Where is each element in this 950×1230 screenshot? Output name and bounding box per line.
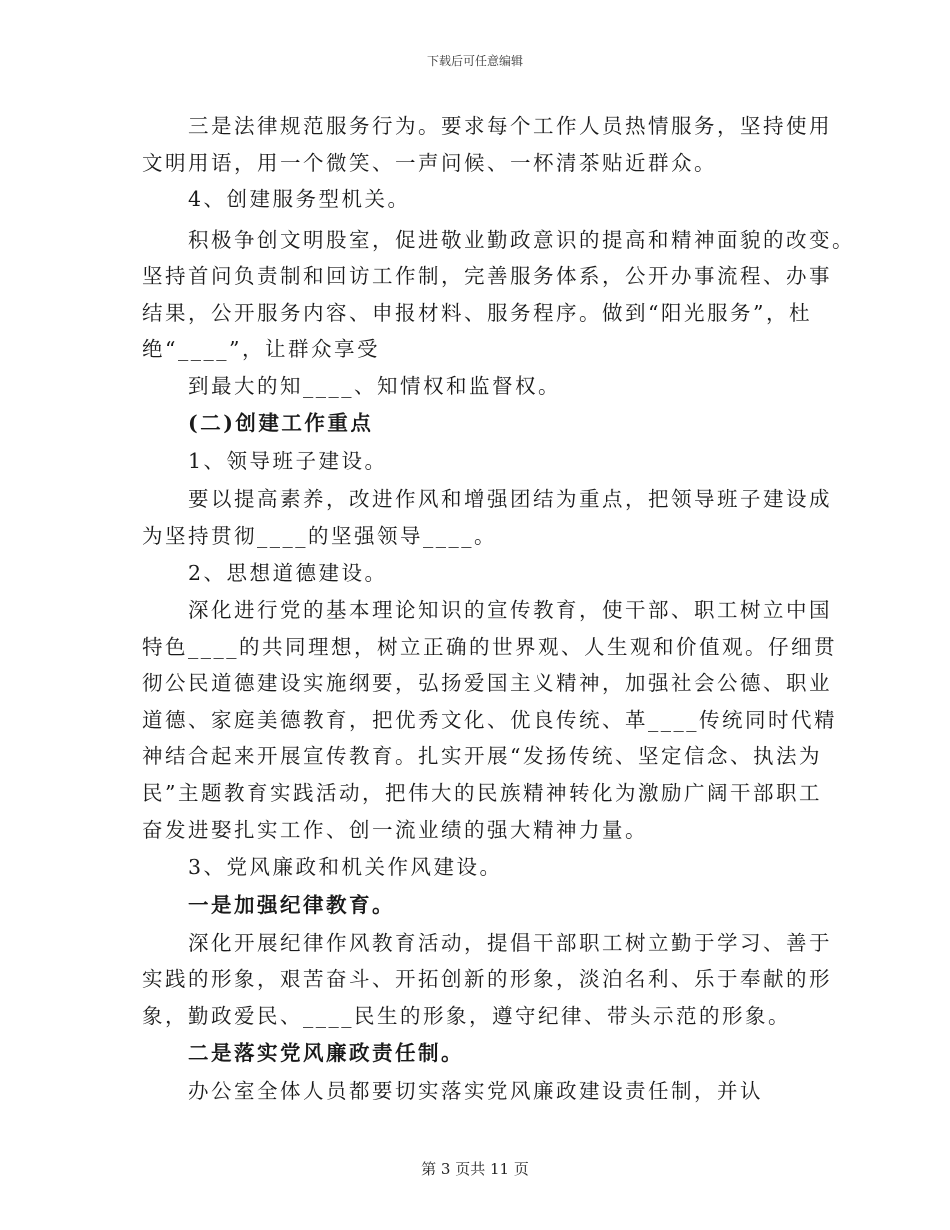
paragraph-line: 象，勤政爱民、____民生的形象，遵守纪律、带头示范的形象。: [142, 1004, 791, 1028]
paragraph-line: 办公室全体人员都要切实落实党风廉政建设责任制，并认: [188, 1079, 763, 1103]
paragraph-line: 坚持首问负责制和回访工作制，完善服务体系，公开办事流程、办事: [142, 264, 832, 288]
paragraph-line: 深化开展纪律作风教育活动，提倡干部职工树立勤于学习、善于: [188, 931, 832, 955]
paragraph-line: 奋发进娶扎实工作、创一流业绩的强大精神力量。: [142, 818, 648, 842]
paragraph-line: 三是法律规范服务行为。要求每个工作人员热情服务，坚持使用: [188, 114, 832, 138]
subsection-heading: 一是加强纪律教育。: [188, 893, 395, 917]
paragraph-line: 到最大的知____、知情权和监督权。: [188, 374, 561, 398]
paragraph-line: 为坚持贯彻____的坚强领导____。: [142, 524, 497, 548]
page-number-footer: 第 3 页共 11 页: [421, 1160, 529, 1178]
paragraph-line: 民”主题教育实践活动，把伟大的民族精神转化为激励广阔干部职工: [142, 781, 822, 805]
list-heading: 2、思想道德建设。: [188, 561, 388, 585]
page-header: 下载后可任意编辑: [426, 54, 523, 68]
list-heading: 3、党风廉政和机关作风建设。: [188, 855, 503, 879]
paragraph-line: 绝“____”，让群众享受: [142, 337, 380, 361]
paragraph-line: 要以提高素养，改进作风和增强团结为重点，把领导班子建设成: [188, 487, 832, 511]
paragraph-line: 深化进行党的基本理论知识的宣传教育，使干部、职工树立中国: [188, 598, 832, 622]
list-heading: 4、创建服务型机关。: [188, 187, 411, 211]
paragraph-line: 文明用语，用一个微笑、一声问候、一杯清茶贴近群众。: [142, 151, 717, 175]
subsection-heading: 二是落实党风廉政责任制。: [188, 1041, 464, 1065]
list-heading: 1、领导班子建设。: [188, 449, 388, 473]
paragraph-line: 道德、家庭美德教育，把优秀文化、优良传统、革____传统同时代精: [142, 708, 837, 732]
paragraph-line: 彻公民道德建设实施纲要，弘扬爱国主义精神，加强社会公德、职业: [142, 671, 832, 695]
paragraph-line: 积极争创文明股室，促进敬业勤政意识的提高和精神面貌的改变。: [188, 228, 855, 252]
paragraph-line: 结果，公开服务内容、申报材料、服务程序。做到“阳光服务”，杜: [142, 301, 812, 325]
paragraph-line: 实践的形象，艰苦奋斗、开拓创新的形象，淡泊名利、乐于奉献的形: [142, 967, 832, 991]
paragraph-line: 特色____的共同理想，树立正确的世界观、人生观和价值观。仔细贯: [142, 635, 837, 659]
section-heading: (二)创建工作重点: [188, 411, 374, 435]
paragraph-line: 神结合起来开展宣传教育。扎实开展“发扬传统、坚定信念、执法为: [142, 744, 822, 768]
